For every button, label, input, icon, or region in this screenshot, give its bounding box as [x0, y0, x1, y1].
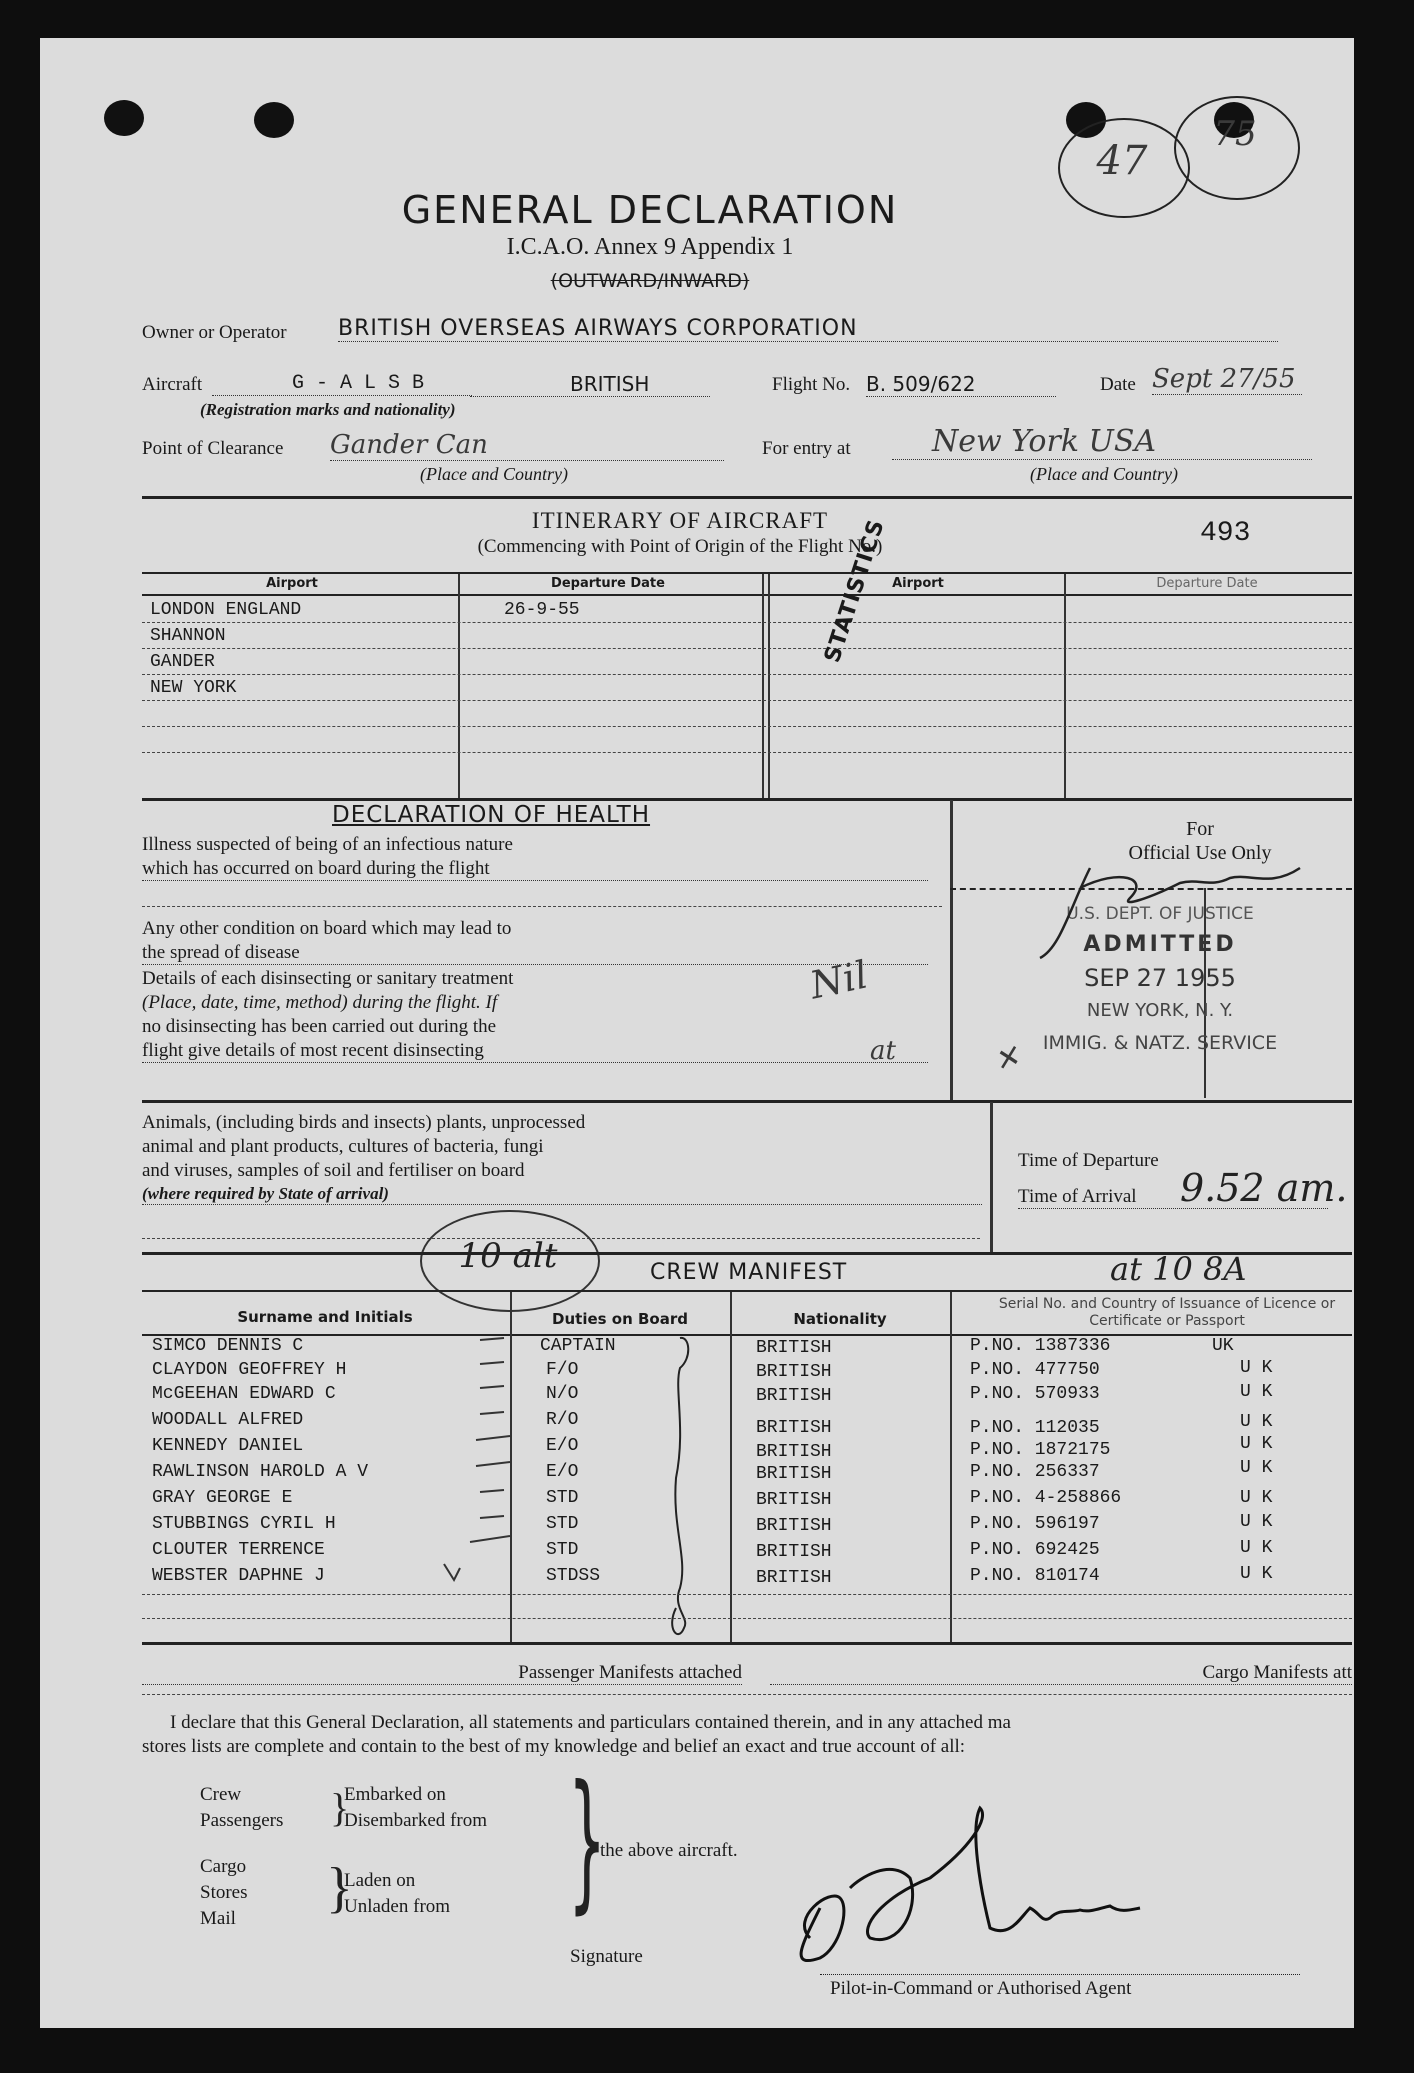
crew-duty: E/O [546, 1436, 579, 1456]
crew-name: GRAY GEORGE E [152, 1488, 293, 1508]
crew-header-duties: Duties on Board [552, 1310, 688, 1328]
crew-country: UK [1212, 1336, 1234, 1356]
crew-nationality: BRITISH [756, 1516, 832, 1536]
health-hand-note-2: at [870, 1036, 896, 1066]
itinerary-header-airport-2: Airport [892, 576, 944, 591]
health-q1-line2: which has occurred on board during the flight [142, 858, 928, 881]
crew-name: CLAYDON GEOFFREY H [152, 1360, 347, 1380]
itinerary-airport-2: SHANNON [150, 626, 226, 646]
aircraft-nationality: BRITISH [470, 372, 710, 397]
itinerary-airport-1: LONDON ENGLAND [150, 600, 302, 620]
owner-value: BRITISH OVERSEAS AIRWAYS CORPORATION [338, 316, 1278, 342]
itinerary-airport-4: NEW YORK [150, 678, 237, 698]
brace-2: } [326, 1857, 353, 1919]
health-q2-line2: the spread of disease [142, 942, 928, 965]
crew-nationality: BRITISH [756, 1464, 832, 1484]
itinerary-header-airport-1: Airport [266, 576, 318, 591]
crew-bottom-rule-1 [142, 1594, 1352, 1595]
crew-name: WEBSTER DAPHNE J [152, 1566, 325, 1586]
crew-nationality: BRITISH [756, 1386, 832, 1406]
date-value: Sept 27/55 [1152, 364, 1302, 395]
crew-duty: STD [546, 1514, 579, 1534]
passenger-manifests: Passenger Manifests attached [142, 1662, 742, 1685]
signature-line [820, 1974, 1300, 1975]
stores-word: Stores [200, 1882, 248, 1903]
health-hand-note-1: Nil [806, 952, 872, 1008]
brace-1: } [330, 1785, 350, 1830]
document-sheet [40, 38, 1354, 2028]
crew-nationality: BRITISH [756, 1338, 832, 1358]
aircraft-label: Aircraft [142, 374, 203, 395]
direction: (OUTWARD/INWARD) [550, 270, 750, 292]
cargo-manifests: Cargo Manifests att [770, 1662, 1352, 1685]
crew-serial: P.NO. 4-258866 [970, 1488, 1122, 1508]
unladen-word: Unladen from [344, 1896, 451, 1917]
crew-name: McGEEHAN EDWARD C [152, 1384, 336, 1404]
circled-mark-2-text: 75 [1213, 114, 1257, 154]
crew-name: SIMCO DENNIS C [152, 1336, 304, 1356]
crew-country: U K [1240, 1564, 1273, 1584]
crew-serial: P.NO. 1387336 [970, 1336, 1111, 1356]
crew-country: U K [1240, 1358, 1273, 1378]
crew-bottom-rule-2 [142, 1618, 1352, 1619]
immigration-stamp-line5: IMMIG. & NATZ. SERVICE [1042, 1032, 1278, 1054]
animals-line3: and viruses, samples of soil and fertiliser on board [142, 1160, 525, 1181]
itinerary-header-date-1: Departure Date [551, 576, 665, 591]
laden-word: Laden on [344, 1870, 416, 1891]
immigration-stamp-line4: NEW YORK, N. Y. [1086, 1000, 1234, 1021]
crew-duty: STD [546, 1488, 579, 1508]
crew-serial: P.NO. 1872175 [970, 1440, 1111, 1460]
crew-country: U K [1240, 1382, 1273, 1402]
passengers-word: Passengers [200, 1810, 284, 1831]
animals-line1: Animals, (including birds and insects) plants, unprocessed [142, 1112, 586, 1133]
disembarked-word: Disembarked from [344, 1810, 487, 1831]
crew-duty: F/O [546, 1360, 579, 1380]
crew-country: U K [1240, 1412, 1273, 1432]
mail-word: Mail [200, 1908, 236, 1929]
crew-header-name: Surname and Initials [237, 1308, 413, 1326]
declaration-line2: stores lists are complete and contain to the best of my knowledge and belief an exact and true account of all: [142, 1736, 966, 1757]
crew-serial: P.NO. 112035 [970, 1418, 1100, 1438]
arrival-time-label: Time of Arrival [1018, 1186, 1328, 1209]
itinerary-header-date-2: Departure Date [1156, 576, 1258, 591]
crew-word: Crew [200, 1784, 242, 1805]
crew-serial: P.NO. 692425 [970, 1540, 1100, 1560]
crew-header-nationality: Nationality [793, 1310, 887, 1328]
crew-duty: CAPTAIN [540, 1336, 616, 1356]
arrival-time-value: 9.52 am. [1180, 1166, 1348, 1210]
health-q2-line1: Any other condition on board which may lead to [142, 918, 512, 939]
animals-line2: animal and plant products, cultures of bacteria, fungi [142, 1136, 544, 1157]
itinerary-number: 493 [1200, 518, 1251, 549]
crew-nationality: BRITISH [756, 1442, 832, 1462]
subtitle: I.C.A.O. Annex 9 Appendix 1 [506, 234, 794, 260]
crew-tick-marks [440, 1328, 700, 1648]
crew-name: CLOUTER TERRENCE [152, 1540, 325, 1560]
crew-header-serial: Serial No. and Country of Issuance of Licence or Certificate or Passport [998, 1296, 1336, 1329]
crew-nationality: BRITISH [756, 1490, 832, 1510]
crew-name: STUBBINGS CYRIL H [152, 1514, 336, 1534]
departure-time-label: Time of Departure [1018, 1150, 1159, 1171]
crew-duty: N/O [546, 1384, 579, 1404]
crew-country: U K [1240, 1512, 1273, 1532]
official-margin-glyph: ✕ [988, 1038, 1025, 1081]
crew-duty: E/O [546, 1462, 579, 1482]
aircraft-note: (Registration marks and nationality) [200, 400, 456, 419]
circled-mark-1-text: 47 [1096, 138, 1148, 184]
clearance-value: Gander Can [330, 430, 724, 461]
immigration-stamp-line3: SEP 27 1955 [1084, 964, 1236, 992]
crew-name: KENNEDY DANIEL [152, 1436, 304, 1456]
hand-circle-text: 10 alt [458, 1236, 558, 1276]
entry-value: New York USA [892, 424, 1312, 460]
itinerary-title: ITINERARY OF AIRCRAFT [531, 508, 829, 533]
embarked-word: Embarked on [344, 1784, 446, 1805]
owner-label: Owner or Operator [142, 322, 287, 343]
crew-duty: STDSS [546, 1566, 601, 1586]
clearance-caption: (Place and Country) [420, 464, 568, 484]
crew-serial: P.NO. 596197 [970, 1514, 1100, 1534]
crew-title: CREW MANIFEST [650, 1260, 848, 1285]
aircraft-reg: G - A L S B [212, 372, 472, 396]
declaration-line1: I declare that this General Declaration, all statements and particulars contained therein, and in any attached ma [170, 1712, 1011, 1733]
clearance-label: Point of Clearance [142, 438, 284, 459]
date-label: Date [1100, 374, 1136, 395]
crew-country: U K [1240, 1488, 1273, 1508]
crew-serial: P.NO. 810174 [970, 1566, 1100, 1586]
statistics-stamp: STATISTICS [820, 516, 890, 666]
crew-nationality: BRITISH [756, 1418, 832, 1438]
immigration-stamp-line1: U.S. DEPT. OF JUSTICE [1066, 904, 1254, 924]
crew-hand-note: at 10 8A [1110, 1250, 1247, 1288]
health-q3-line1: Details of each disinsecting or sanitary treatment [142, 968, 514, 989]
health-q3-line4: flight give details of most recent disinsecting [142, 1040, 928, 1063]
crew-duty: STD [546, 1540, 579, 1560]
entry-label: For entry at [762, 438, 851, 459]
crew-serial: P.NO. 256337 [970, 1462, 1100, 1482]
crew-country: U K [1240, 1434, 1273, 1454]
itinerary-subtitle: (Commencing with Point of Origin of the Flight No.) [477, 536, 883, 557]
animals-line4: (where required by State of arrival) [142, 1184, 982, 1205]
entry-caption: (Place and Country) [1030, 464, 1178, 484]
health-q3-line3: no disinsecting has been carried out during the [142, 1016, 497, 1037]
itinerary-departure-date: 26-9-55 [504, 600, 580, 620]
crew-nationality: BRITISH [756, 1362, 832, 1382]
official-label-2: Official Use Only [1128, 842, 1272, 864]
brace-3: } [568, 1754, 607, 1928]
crew-country: U K [1240, 1538, 1273, 1558]
crew-nationality: BRITISH [756, 1542, 832, 1562]
health-title: DECLARATION OF HEALTH [332, 802, 651, 828]
signature [780, 1788, 1180, 1978]
signer-caption: Pilot-in-Command or Authorised Agent [830, 1978, 1132, 1999]
crew-serial: P.NO. 477750 [970, 1360, 1100, 1380]
crew-end-rule [142, 1642, 1352, 1645]
footer-rule [142, 1694, 1352, 1695]
itinerary-airport-3: GANDER [150, 652, 215, 672]
crew-name: RAWLINSON HAROLD A V [152, 1462, 369, 1482]
page-title: GENERAL DECLARATION [401, 188, 899, 232]
crew-country: U K [1240, 1458, 1273, 1478]
above-aircraft: the above aircraft. [600, 1840, 738, 1861]
immigration-stamp-line2: ADMITTED [1083, 932, 1237, 957]
crew-name: WOODALL ALFRED [152, 1410, 304, 1430]
official-label-1: For [1186, 818, 1214, 840]
crew-nationality: BRITISH [756, 1568, 832, 1588]
signature-label: Signature [570, 1946, 643, 1967]
health-q1-line1: Illness suspected of being of an infectious nature [142, 834, 513, 855]
flight-value: B. 509/622 [866, 372, 1056, 397]
flight-label: Flight No. [772, 374, 851, 395]
health-q3-line2: (Place, date, time, method) during the flight. If [142, 992, 498, 1013]
crew-duty: R/O [546, 1410, 579, 1430]
crew-serial: P.NO. 570933 [970, 1384, 1100, 1404]
cargo-word: Cargo [200, 1856, 247, 1877]
